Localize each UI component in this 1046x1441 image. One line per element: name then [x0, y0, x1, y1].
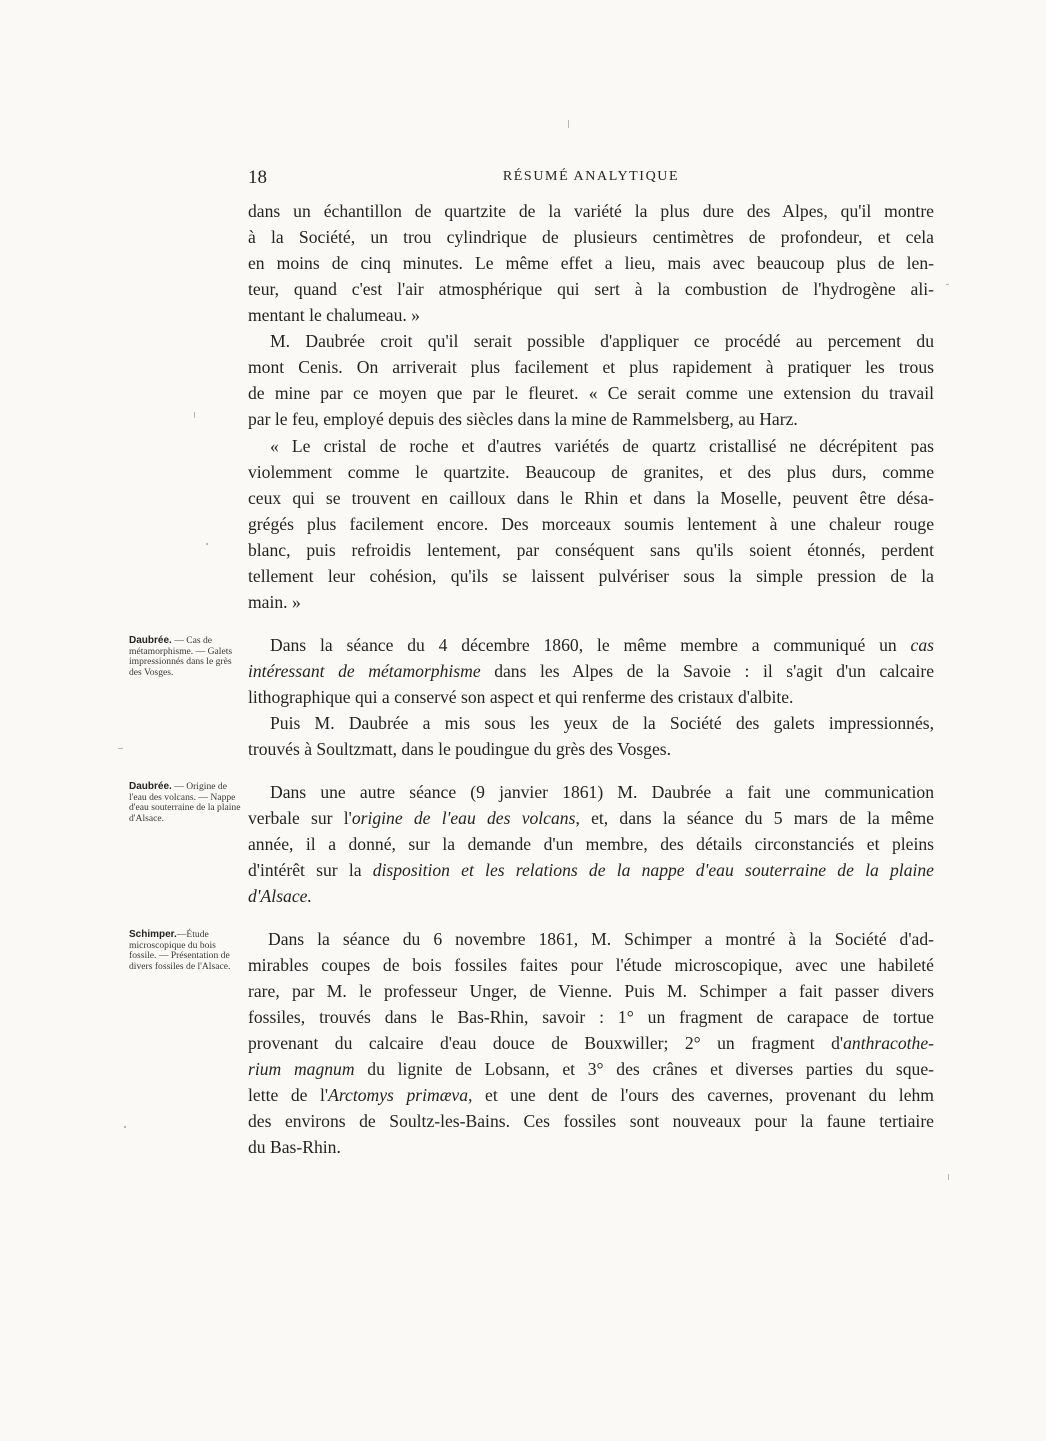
text-line: d'intérêt sur la disposition et les relations de la nappe d'eau souterraine de la plaine — [248, 860, 934, 880]
text-line: M. Daubrée croit qu'il serait possible d'appliquer ce procédé au percement du — [270, 331, 934, 351]
text-line: blanc, puis refroidis lentement, par conséquent sans qu'ils soient étonnés, perdent — [248, 540, 934, 560]
page-header — [248, 167, 934, 189]
text-line: mirables coupes de bois fossiles faites pour l'étude microscopique, avec une habileté — [248, 955, 934, 975]
text-line: Dans la séance du 6 novembre 1861, M. Schimper a montré à la Société d'ad- — [268, 929, 934, 949]
margin-note — [129, 636, 244, 678]
text-line: d'Alsace. — [248, 886, 312, 906]
text-line: du Bas-Rhin. — [248, 1137, 341, 1157]
text-line: de mine par ce moyen que par le fleuret. « Ce serait comme une extension du travail — [248, 383, 934, 403]
text-line: Puis M. Daubrée a mis sous les yeux de la Société des galets impressionnés, — [270, 713, 934, 733]
margin-note-text: —Étude microscopique du bois fossile. — Présentation de divers fossiles de l'Alsace. — [129, 929, 231, 972]
text-line: trouvés à Soultzmatt, dans le poudingue du grès des Vosges. — [248, 739, 672, 759]
text-line: main. » — [248, 592, 301, 612]
margin-note — [129, 930, 244, 972]
text-line: dans un échantillon de quartzite de la variété la plus dure des Alpes, qu'il montre — [248, 201, 934, 221]
paper-speck — [206, 543, 208, 545]
margin-note-author: Daubrée. — [129, 781, 172, 792]
text-line: « Le cristal de roche et d'autres variétés de quartz cristallisé ne décrépitent pas — [270, 436, 934, 456]
text-line: à la Société, un trou cylindrique de plusieurs centimètres de profondeur, et cela — [248, 227, 934, 247]
text-line: Dans une autre séance (9 janvier 1861) M. Daubrée a fait une communication — [270, 782, 934, 802]
text-line: grégés plus facilement encore. Des morceaux soumis lentement à une chaleur rouge — [248, 514, 934, 534]
text-line: provenant du calcaire d'eau douce de Bouxwiller; 2° un fragment d'anthracothe- — [248, 1033, 934, 1053]
text-line: ceux qui se trouvent en cailloux dans le Rhin et dans la Moselle, peuvent être désa- — [248, 488, 934, 508]
text-line: par le feu, employé depuis des siècles dans la mine de Rammelsberg, au Harz. — [248, 409, 798, 429]
text-line: année, il a donné, sur la demande d'un membre, des détails circonstanciés et pleins — [248, 834, 934, 854]
paper-speck — [124, 1126, 126, 1128]
paper-speck — [568, 120, 569, 128]
text-line: fossiles, trouvés dans le Bas-Rhin, savoir : 1° un fragment de carapace de tortue — [248, 1007, 934, 1027]
margin-note-author: Daubrée. — [129, 635, 172, 646]
margin-note — [129, 782, 244, 824]
text-line: des environs de Soultz-les-Bains. Ces fossiles sont nouveaux pour la faune tertiaire — [248, 1111, 934, 1131]
text-line: intéressant de métamorphisme dans les Alpes de la Savoie : il s'agit d'un calcaire — [248, 661, 934, 681]
page-number: 18 — [248, 167, 267, 188]
text-line: en moins de cinq minutes. Le même effet a lieu, mais avec beaucoup plus de len- — [248, 253, 934, 273]
text-line: lette de l'Arctomys primæva, et une dent de l'ours des cavernes, provenant du lehm — [248, 1085, 934, 1105]
paper-speck — [948, 1174, 949, 1180]
paper-speck — [118, 748, 123, 749]
margin-note-author: Schimper. — [129, 929, 177, 940]
margin-note-text: — Origine de l'eau des volcans. — Nappe d'eau souterraine de la plaine d'Alsace. — [129, 781, 241, 824]
text-line: teur, quand c'est l'air atmosphérique qui sert à la combustion de l'hydrogène ali- — [248, 279, 934, 299]
paper-speck — [194, 412, 195, 418]
paper-speck — [946, 284, 949, 285]
text-line: rium magnum du lignite de Lobsann, et 3° des crânes et diverses parties du sque- — [248, 1059, 934, 1079]
text-line: verbale sur l'origine de l'eau des volcans, et, dans la séance du 5 mars de la même — [248, 808, 934, 828]
text-line: Dans la séance du 4 décembre 1860, le même membre a communiqué un cas — [270, 635, 934, 655]
margin-note-text: — Cas de métamorphisme. — Galets impressionnés dans le grès des Vosges. — [129, 635, 233, 678]
text-line: lithographique qui a conservé son aspect et qui renferme des cristaux d'albite. — [248, 687, 794, 707]
text-line: violemment comme le quartzite. Beaucoup de granites, et des plus durs, comme — [248, 462, 934, 482]
running-title: RÉSUMÉ ANALYTIQUE — [502, 169, 680, 184]
text-line: rare, par M. le professeur Unger, de Vienne. Puis M. Schimper a fait passer divers — [248, 981, 934, 1001]
text-line: mentant le chalumeau. » — [248, 305, 420, 325]
text-line: tellement leur cohésion, qu'ils se laissent pulvériser sous la simple pression de la — [248, 566, 934, 586]
text-line: mont Cenis. On arriverait plus facilement et plus rapidement à pratiquer les trous — [248, 357, 934, 377]
